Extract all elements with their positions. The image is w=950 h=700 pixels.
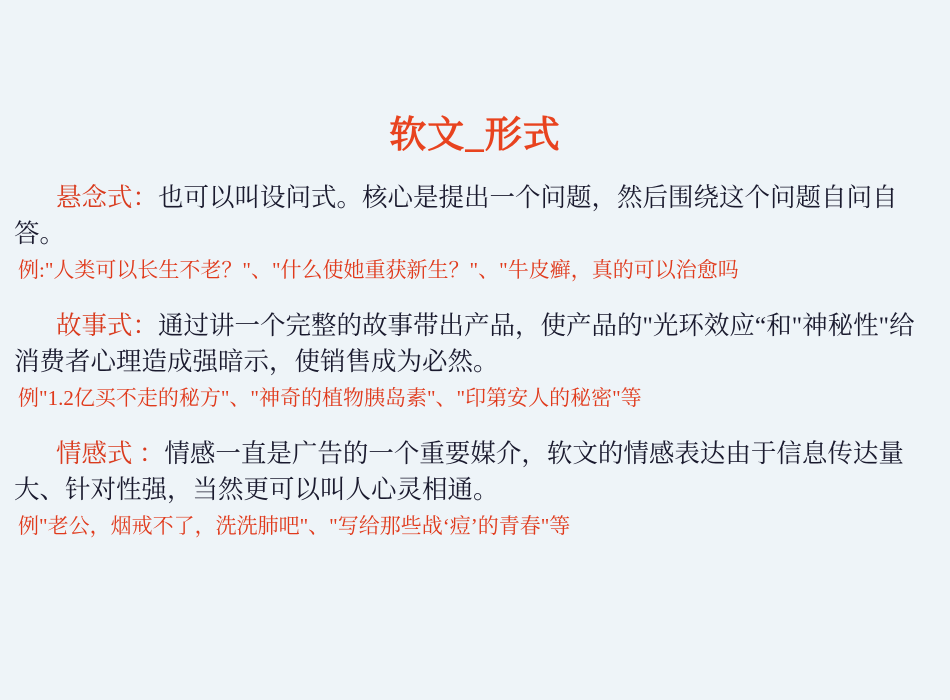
paragraph-lead: 故事式： [56, 310, 159, 340]
paragraph-lead: 情感式 ： [56, 438, 165, 468]
paragraph [0, 180, 950, 252]
paragraph [0, 436, 950, 508]
page-title: 软文_形式 [389, 115, 561, 156]
example-line: 例:"人类可以长生不老？"、"什么使她重获新生？"、"牛皮癣，真的可以治愈吗 [18, 258, 739, 283]
paragraph [0, 308, 950, 380]
content-block [0, 308, 950, 414]
slide-body [0, 180, 950, 557]
paragraph-lead: 悬念式： [56, 183, 159, 212]
example-line: 例"老公，烟戒不了，洗洗肺吧"、"写给那些战‘痘’的青春"等 [18, 514, 571, 538]
paragraph-text: 情感一直是广告的一个重要媒介，软文的情感表达由于信息传达量大、针对性强，当然更可以叫人心灵相通。 [14, 438, 904, 504]
content-block [0, 180, 950, 286]
example-line: 例"1.2亿买不走的秘方"、"神奇的植物胰岛素"、"印第安人的秘密"等 [18, 386, 642, 411]
paragraph-text: 通过讲一个完整的故事带出产品，使产品的"光环效应“和"神秘性"给消费者心理造成强暗示，使销售成为必然。 [14, 310, 915, 376]
content-block [0, 436, 950, 542]
paragraph-text: 也可以叫设问式。核心是提出一个问题，然后围绕这个问题自问自答。 [14, 183, 898, 249]
